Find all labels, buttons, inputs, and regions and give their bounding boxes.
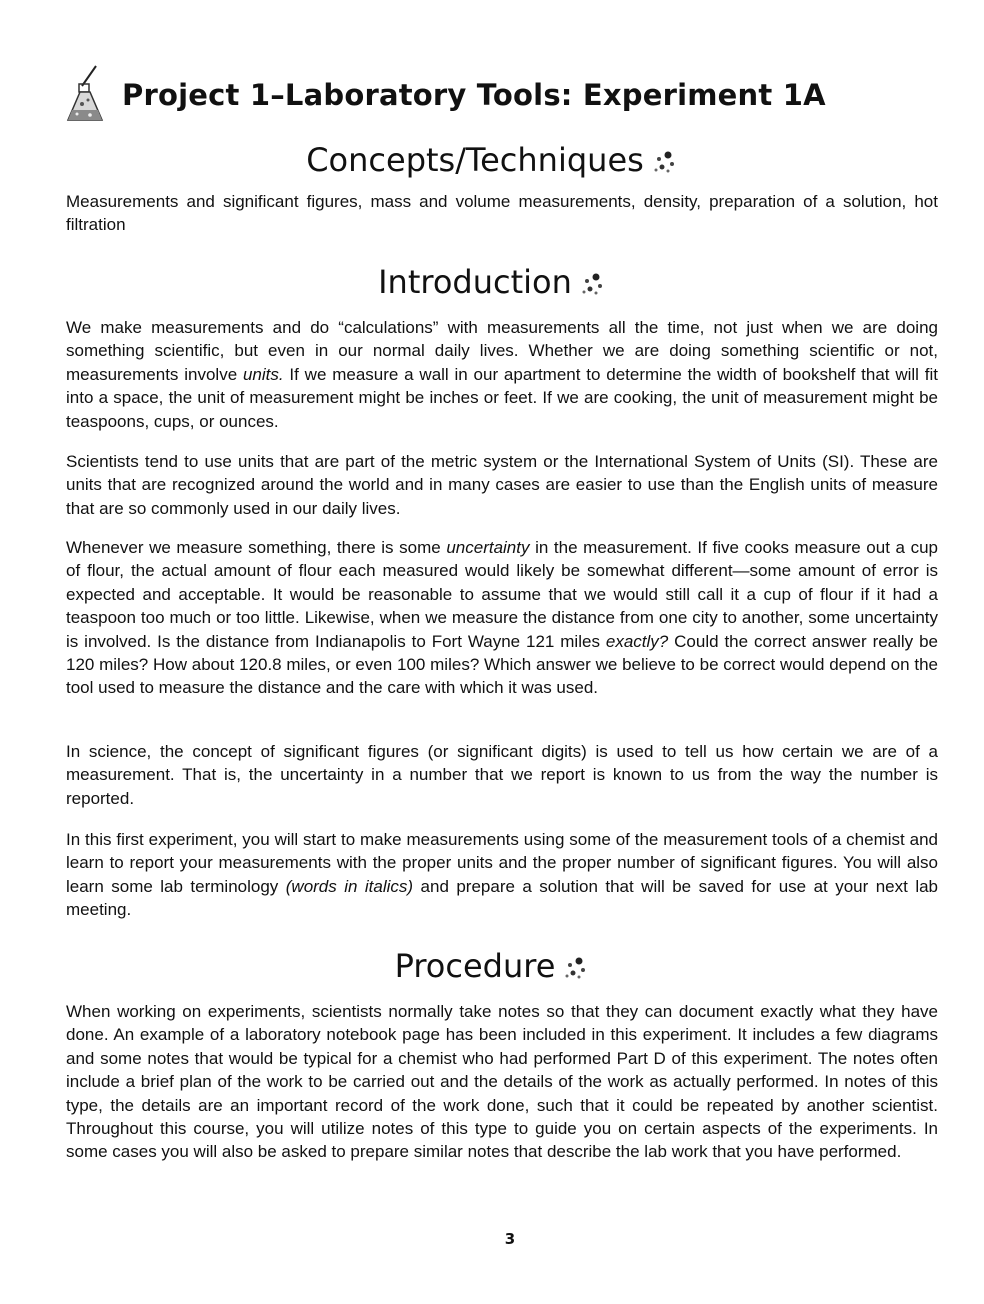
procedure-paragraph: When working on experiments, scientists normally take notes so that they can document exactly what they have done. An example of a laboratory notebook page has been included in this experiment. It includes a few diagrams and some notes that would be typical for a chemist who had performed Part D of this experiment. The notes often include a brief plan of the work to be carried out and the details of the work as actually performed. In notes of this type, the details are an important record of the work done, such that it could be repeated by another scientist. Throughout this course, you will utilize notes of this type to guide you on certain aspects of the experiments. In some cases you will also be asked to prepare similar notes that describe the lab work that you have performed. xyxy=(66,1002,938,1162)
flask-icon xyxy=(62,64,114,126)
introduction-heading xyxy=(0,262,984,302)
intro-paragraph-4: In science, the concept of significant figures (or significant digits) is used to tell us how certain we are of a measurement. That is, the uncertainty in a number that we report is known to us from the way the number is reported. xyxy=(66,742,938,808)
intro-paragraph-5: In this first experiment, you will start to make measurements using some of the measurement tools of a chemist and learn to report your measurements with the proper units and the proper number of significant figures. You will also learn some lab terminology (words in italics) and prepare a solution that will be saved for use at your next lab meeting. xyxy=(66,830,938,920)
procedure-heading-text: Procedure xyxy=(394,947,556,985)
intro-paragraph-3: Whenever we measure something, there is some uncertainty in the measurement. If five cooks measure out a cup of flour, the actual amount of flour each measured would likely be somewhat different—some amount of error is expected and acceptable. It would be reasonable to assume that we would still call it a cup of flour if it had a teaspoon too much or too little. Likewise, when we measure the distance from one city to another, some uncertainty is involved. Is the distance from Indianapolis to Fort Wayne 121 miles exactly? Could the correct answer really be 120 miles? How about 120.8 miles, or even 100 miles? Which answer we believe to be correct would depend on the tool used to measure the distance and the care with which it was used. xyxy=(66,538,939,698)
page-number: 3 xyxy=(504,1230,516,1248)
procedure-heading xyxy=(0,946,984,986)
molecule-dots-icon xyxy=(563,956,589,980)
intro-paragraph-2: Scientists tend to use units that are part of the metric system or the International System of Units (SI). These are units that are recognized around the world and in many cases are easier to use than the English units of measure that are so commonly used in our daily lives. xyxy=(66,452,938,518)
concepts-heading-text: Concepts/Techniques xyxy=(306,141,644,179)
introduction-heading-text: Introduction xyxy=(378,263,572,301)
intro-paragraph-1: We make measurements and do “calculations” with measurements all the time, not just when we are doing something scientific, but even in our normal daily lives. Whether we are doing something scientific or not, measurements involve units. If we measure a wall in our apartment to determine the width of bookshelf that will fit into a space, the unit of measurement might be inches or feet. If we are cooking, the unit of measurement might be teaspoons, cups, or ounces. xyxy=(66,318,938,431)
molecule-dots-icon xyxy=(652,150,678,174)
page-title: Project 1–Laboratory Tools: Experiment 1A xyxy=(122,78,826,112)
title-row xyxy=(62,60,942,130)
concepts-text: Measurements and significant figures, mass and volume measurements, density, preparation of a solution, hot filtration xyxy=(66,192,938,235)
concepts-heading xyxy=(0,140,984,180)
molecule-dots-icon xyxy=(580,272,606,296)
